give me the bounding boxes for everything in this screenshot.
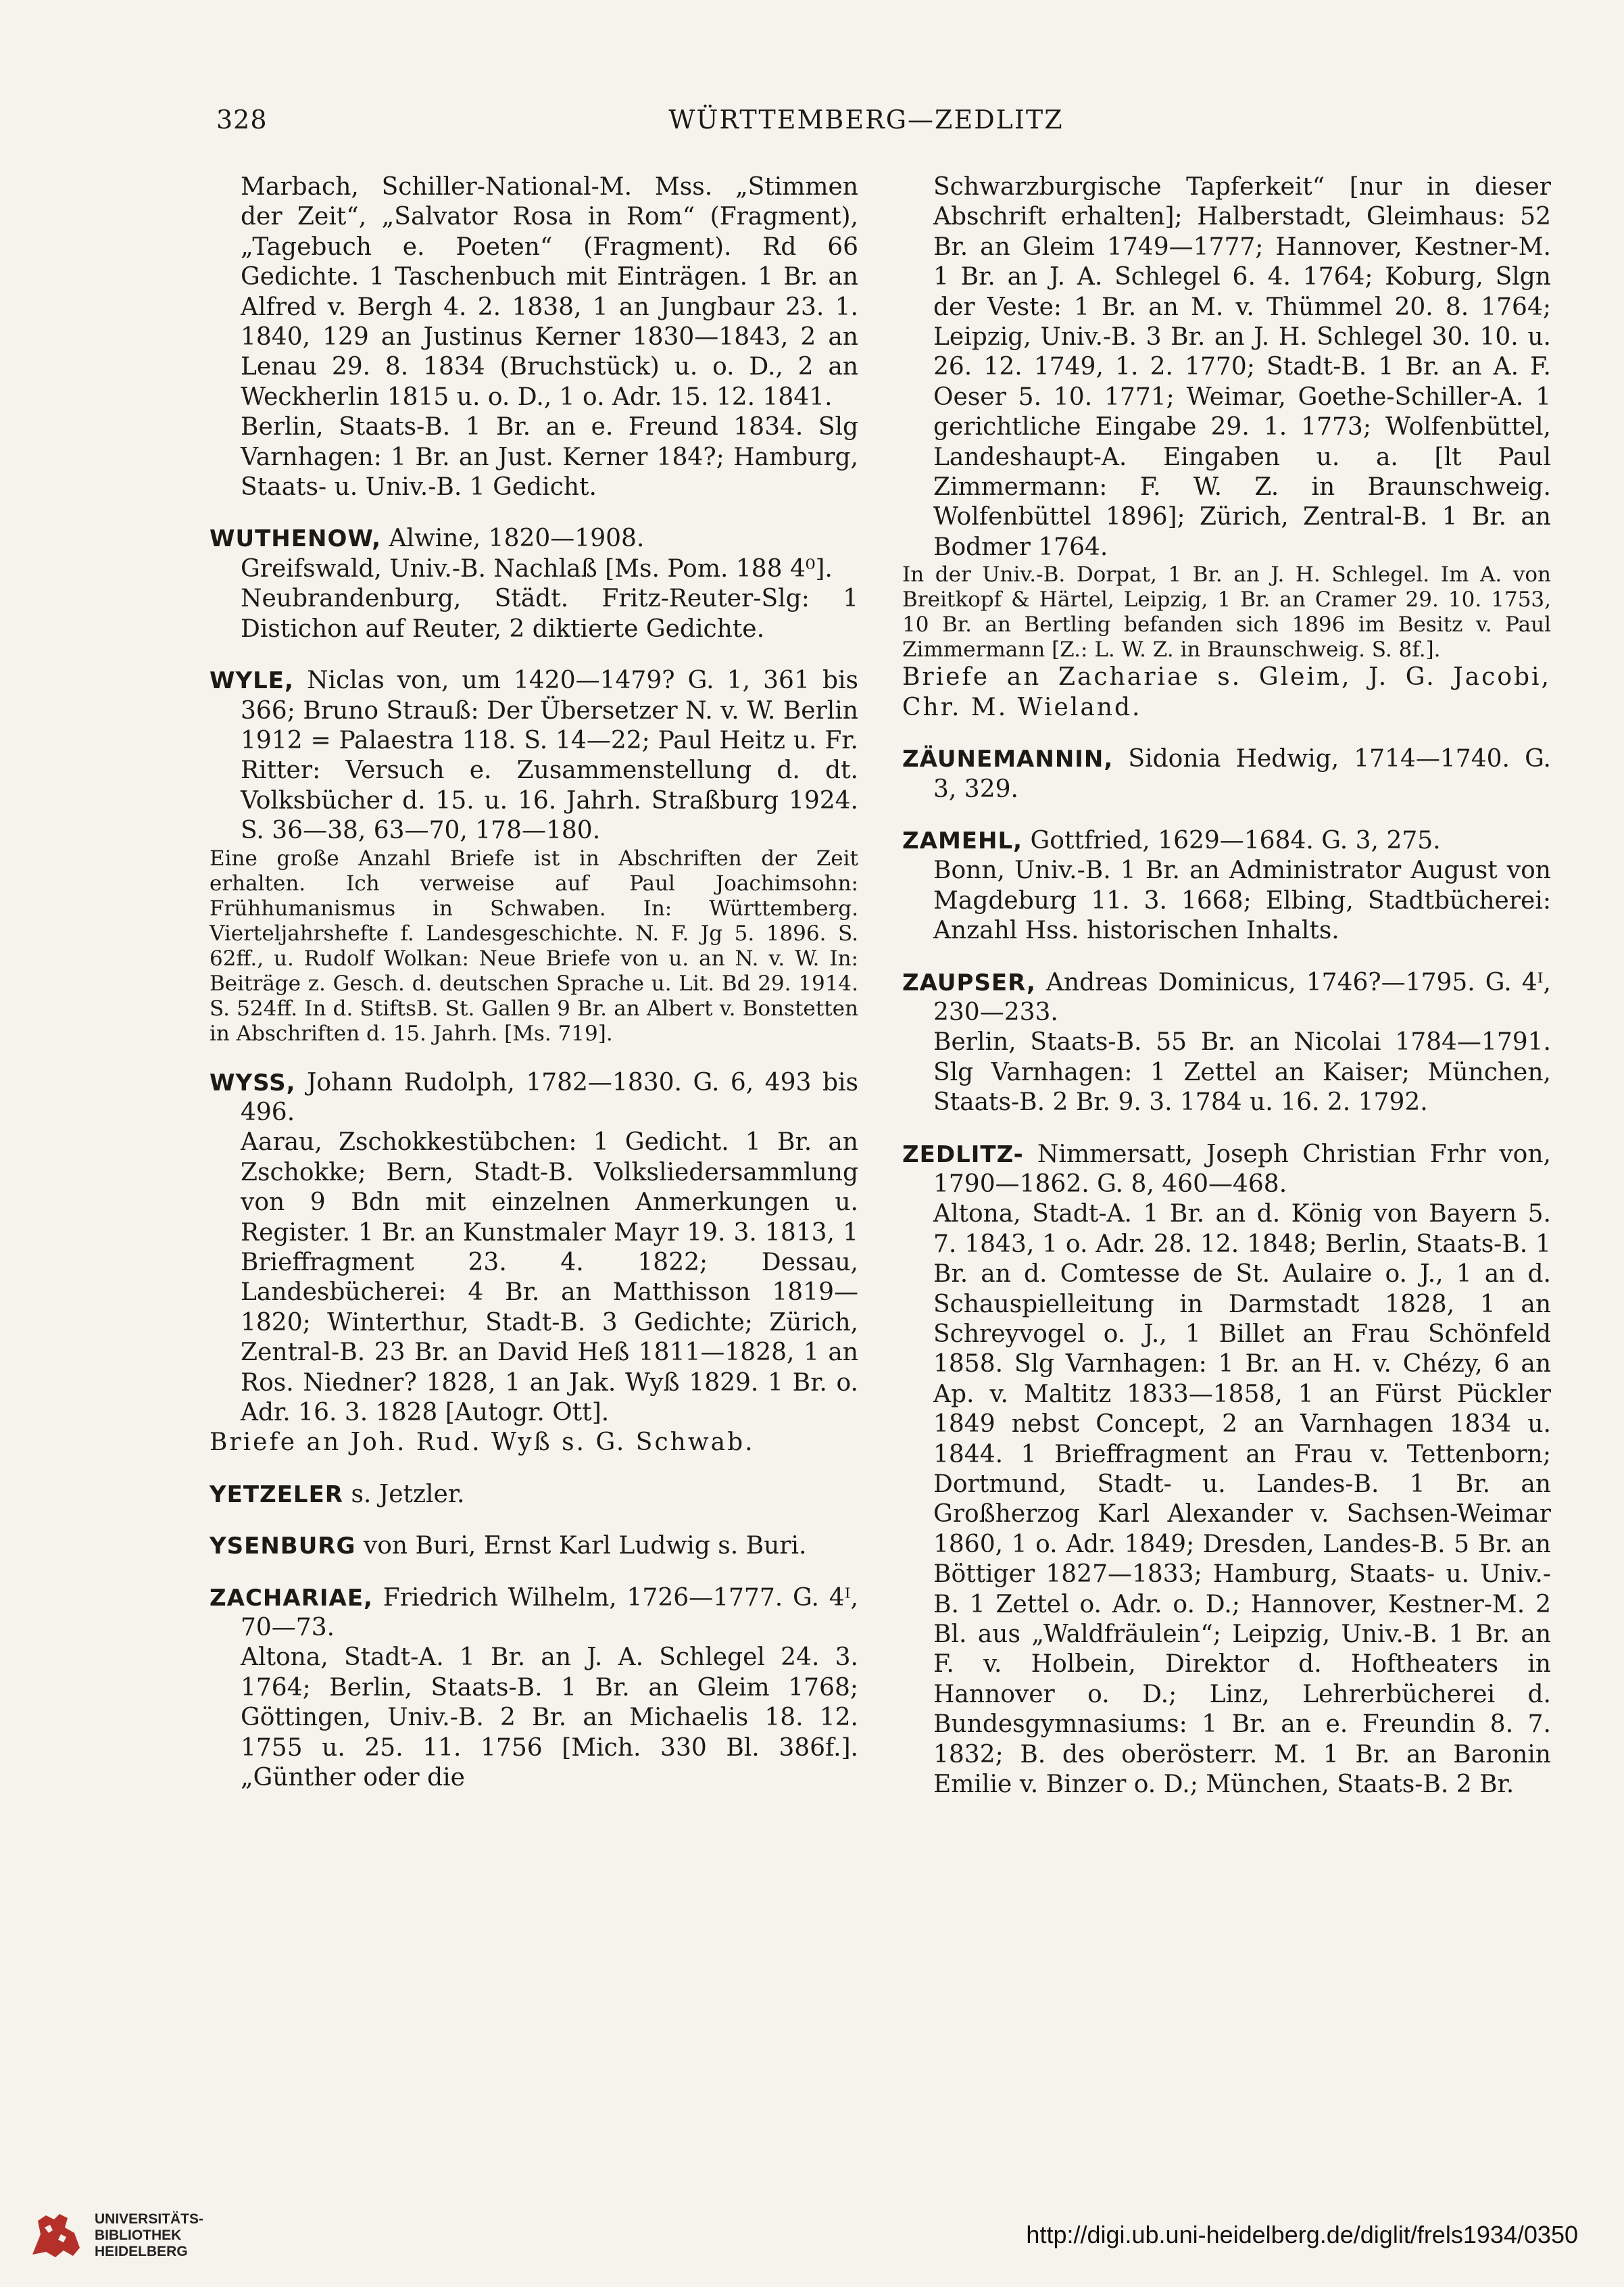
author-name: WYSS,: [210, 1069, 296, 1097]
author-details: Friedrich Wilhelm, 1726—1777. G. 4ᴵ, 70—73.: [241, 1583, 858, 1642]
author-name: ZAMEHL,: [902, 827, 1023, 854]
source-url[interactable]: http://digi.ub.uni-heidelberg.de/diglit/frels1934/0350: [1026, 2221, 1578, 2248]
holdings-paragraph: Berlin, Staats-B. 1 Br. an e. Freund 1834. Slg Varnhagen: 1 Br. an Just. Kerner 184?; Hamburg, Staats- u. Univ.-B. 1 Gedicht.: [241, 413, 858, 502]
holdings-paragraph: Schwarzburgische Tapferkeit“ [nur in dieser Abschrift erhalten]; Halberstadt, Gleimhaus: 52 Br. an Gleim 1749—1777; Hannover, Kestner-M. 1 Br. an J. A. Schlegel 6. 4. 1764; Koburg, Slgn der Veste: 1 Br. an M. v. Thümmel 20. 8. 1764; Leipzig, Univ.-B. 3 Br. an J. H. Schlegel 30. 10. u. 26. 12. 1749, 1. 2. 1770; Stadt-B. 1 Br. an A. F. Oeser 5. 10. 1771; Weimar, Goethe-Schiller-A. 1 gerichtliche Eingabe 29. 1. 1773; Wolfenbüttel, Landeshaupt-A. Eingaben u. a. [lt Paul Zimmermann: F. W. Z. in Braunschweig. Wolfenbüttel 1896]; Zürich, Zentral-B. 1 Br. an Bodmer 1764.: [933, 173, 1551, 561]
cross-reference: Briefe an Zachariae s. Gleim, J. G. Jacobi, Chr. M. Wieland.: [902, 663, 1551, 721]
library-name-line2: BIBLIOTHEK: [95, 2228, 182, 2243]
page-footer: [0, 2207, 1624, 2268]
author-entry-heading: [210, 1583, 858, 1643]
author-name: WYLE,: [210, 667, 294, 695]
library-name-line1: UNIVERSITÄTS-: [95, 2211, 204, 2227]
running-title: WÜRTTEMBERG—ZEDLITZ: [668, 105, 1064, 135]
author-name: ZACHARIAE,: [210, 1584, 373, 1612]
library-name: [95, 2211, 203, 2260]
author-entry-heading: [902, 744, 1551, 804]
author-entry-heading: [210, 666, 858, 846]
holdings-paragraph: Bonn, Univ.-B. 1 Br. an Administrator August von Magdeburg 11. 3. 1668; Elbing, Stadtbücherei: Anzahl Hss. historischen Inhalts.: [933, 857, 1551, 945]
author-entry-heading: [210, 524, 858, 554]
holdings-paragraph: Marbach, Schiller-National-M. Mss. „Stimmen der Zeit“, „Salvator Rosa in Rom“ (Fragment), „Tagebuch e. Poeten“ (Fragment). Rd 66 Gedichte. 1 Taschenbuch mit Einträgen. 1 Br. an Alfred v. Bergh 4. 2. 1838, 1 an Jungbaur 23. 1. 1840, 129 an Justinus Kerner 1830—1843, 2 an Lenau 29. 8. 1834 (Bruchstück) u. o. D., 2 an Weckherlin 1815 u. o. D., 1 o. Adr. 15. 12. 1841.: [241, 173, 858, 411]
author-entry-heading: [902, 826, 1551, 856]
holdings-paragraph: Altona, Stadt-A. 1 Br. an J. A. Schlegel 24. 3. 1764; Berlin, Staats-B. 1 Br. an Gleim 1768; Göttingen, Univ.-B. 2 Br. an Michaelis 18. 12. 1755 u. 25. 11. 1756 [Mich. 330 Bl. 386f.]. „Günther oder die: [241, 1643, 858, 1792]
author-details: Andreas Dominicus, 1746?—1795. G. 4ᴵ, 230—233.: [933, 968, 1551, 1026]
author-entry-heading: [210, 1531, 858, 1561]
holdings-paragraph: Altona, Stadt-A. 1 Br. an d. König von Bayern 5. 7. 1843, 1 o. Adr. 28. 12. 1848; Berlin, Staats-B. 1 Br. an d. Comtesse de St. Aulaire o. J., 1 an d. Schauspielleitung in Darmstadt 1828, 1 an Schreyvogel o. J., 1 Billet an Frau Schönfeld 1858. Slg Varnhagen: 1 Br. an H. v. Chézy, 6 an Ap. v. Maltitz 1833—1858, 1 an Fürst Pückler 1849 nebst Concept, 2 an Varnhagen 1834 u. 1844. 1 Brieffragment an Frau v. Tettenborn; Dortmund, Stadt- u. Landes-B. 1 Br. an Großherzog Karl Alexander v. Sachsen-Weimar 1860, 1 o. Adr. 1849; Dresden, Landes-B. 5 Br. an Böttiger 1827—1833; Hamburg, Staats- u. Univ.-B. 1 Zettel o. Adr. o. D.; Hannover, Kestner-M. 2 Bl. aus „Waldfräulein“; Leipzig, Univ.-B. 1 Br. an F. v. Holbein, Direktor d. Hoftheaters in Hannover o. D.; Linz, Lehrerbücherei d. Bundesgymnasiums: 1 Br. an e. Freundin 8. 7. 1832; B. des oberösterr. M. 1 Br. an Baronin Emilie v. Binzer o. D.; München, Staats-B. 2 Br.: [933, 1200, 1551, 1799]
author-name: WUTHENOW,: [210, 525, 381, 553]
holdings-paragraph: Greifswald, Univ.-B. Nachlaß [Ms. Pom. 188 4⁰].: [241, 554, 833, 583]
page-number: 328: [216, 105, 268, 135]
author-name: ZAUPSER,: [902, 969, 1036, 996]
author-entry-heading: [210, 1480, 858, 1510]
author-details: Alwine, 1820—1908.: [389, 525, 645, 553]
left-column: [210, 172, 858, 1793]
author-details: Niclas von, um 1420—1479? G. 1, 361 bis 366; Bruno Strauß: Der Übersetzer N. v. W. Berlin 1912 = Palaestra 118. S. 14—22; Paul Heitz u. Fr. Ritter: Versuch e. Zusammenstellung d. dt. Volksbücher d. 15. u. 16. Jahrh. Straßburg 1924. S. 36—38, 63—70, 178—180.: [241, 667, 858, 845]
cross-reference: Briefe an Joh. Rud. Wyß s. G. Schwab.: [210, 1428, 755, 1457]
author-details: von Buri, Ernst Karl Ludwig s. Buri.: [363, 1532, 807, 1560]
library-lion-logo-icon: [26, 2207, 87, 2263]
holdings-paragraph: Aarau, Zschokkestübchen: 1 Gedicht. 1 Br. an Zschokke; Bern, Stadt-B. Volksliedersammlung von 9 Bdn mit einzelnen Anmerkungen u. Register. 1 Br. an Kunstmaler Mayr 19. 3. 1813, 1 Brieffragment 23. 4. 1822; Dessau, Landesbücherei: 4 Br. an Matthisson 1819—1820; Winterthur, Stadt-B. 3 Gedichte; Zürich, Zentral-B. 23 Br. an David Heß 1811—1828, 1 an Ros. Niedner? 1828, 1 an Jak. Wyß 1829. 1 Br. o. Adr. 16. 3. 1828 [Autogr. Ott].: [241, 1128, 858, 1426]
author-details: Nimmersatt, Joseph Christian Frhr von, 1790—1862. G. 8, 460—468.: [933, 1140, 1551, 1198]
author-details: s. Jetzler.: [351, 1480, 465, 1508]
author-details: Johann Rudolph, 1782—1830. G. 6, 493 bis 496.: [241, 1068, 858, 1126]
holdings-paragraph: Neubrandenburg, Städt. Fritz-Reuter-Slg: 1 Distichon auf Reuter, 2 diktierte Gedichte.: [241, 585, 858, 643]
author-entry-heading: [902, 968, 1551, 1028]
author-name: ZEDLITZ-: [902, 1140, 1024, 1168]
note-paragraph: Eine große Anzahl Briefe ist in Abschriften der Zeit erhalten. Ich verweise auf Paul Joachimsohn: Frühhumanismus in Schwaben. In: Württemberg. Vierteljahrshefte f. Landesgeschichte. N. F. Jg 5. 1896. S. 62ff., u. Rudolf Wolkan: Neue Briefe von u. an N. v. W. In: Beiträge z. Gesch. d. deutschen Sprache u. Lit. Bd 29. 1914. S. 524ff. In d. StiftsB. St. Gallen 9 Br. an Albert v. Bonstetten in Abschriften d. 15. Jahrh. [Ms. 719].: [210, 846, 858, 1046]
author-entry-heading: [902, 1140, 1551, 1200]
holdings-paragraph: Berlin, Staats-B. 55 Br. an Nicolai 1784—1791. Slg Varnhagen: 1 Zettel an Kaiser; München, Staats-B. 2 Br. 9. 3. 1784 u. 16. 2. 1792.: [933, 1028, 1551, 1117]
author-name: ZÄUNEMANNIN,: [902, 746, 1114, 773]
author-details: Sidonia Hedwig, 1714—1740. G. 3, 329.: [933, 745, 1551, 803]
note-paragraph: In der Univ.-B. Dorpat, 1 Br. an J. H. Schlegel. Im A. von Breitkopf & Härtel, Leipzig, 1 Br. an Cramer 29. 10. 1753, 10 Br. an Bertling befanden sich 1896 im Besitz v. Paul Zimmermann [Z.: L. W. Z. in Braunschweig. S. 8f.].: [902, 562, 1551, 663]
author-entry-heading: [210, 1068, 858, 1128]
author-details: Gottfried, 1629—1684. G. 3, 275.: [1030, 826, 1441, 854]
right-column: [902, 172, 1551, 1800]
author-name: YSENBURG: [210, 1533, 356, 1560]
author-name: YETZELER: [210, 1480, 343, 1508]
library-name-line3: HEIDELBERG: [95, 2244, 188, 2259]
page-header: [216, 105, 1516, 145]
